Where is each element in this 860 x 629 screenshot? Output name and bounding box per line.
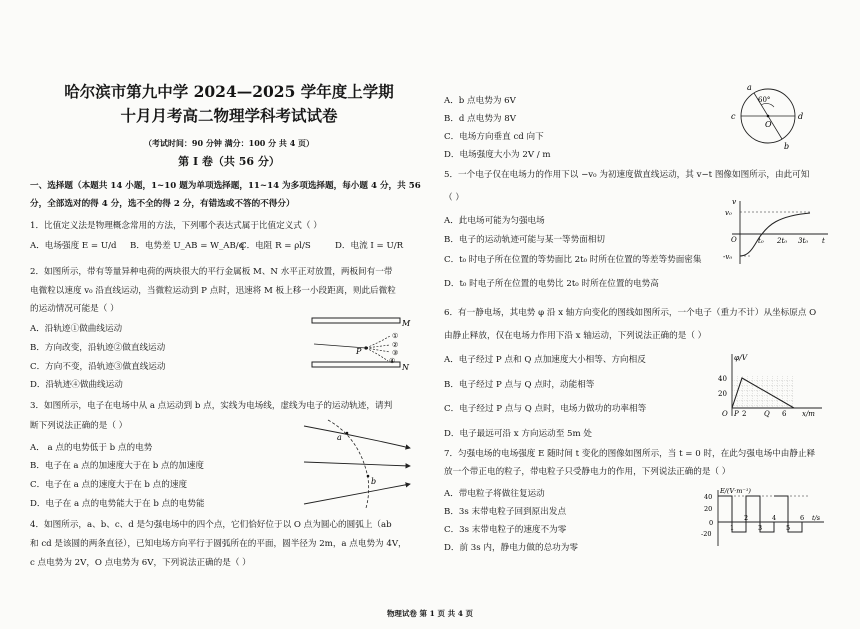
q3-option-a: A． a 点的电势低于 b 点的电势: [30, 443, 153, 453]
label-angle: 60°: [758, 96, 771, 104]
q6-figure: [712, 350, 828, 422]
vt-curve: [740, 213, 810, 256]
label-2t0: 2t₀: [777, 237, 788, 245]
label-6: 6: [800, 514, 805, 522]
label-neg20: -20: [701, 530, 712, 538]
q2-option-d: D．沿轨迹④做曲线运动: [30, 380, 123, 390]
q7-line1: 7．匀强电场的电场强度 E 随时间 t 变化的图像如图所示，当 t = 0 时，在此匀强电场中由静止释: [444, 449, 816, 459]
q1-option-a: A．电场强度 E = U/d: [30, 241, 117, 251]
label-x2: 2: [742, 410, 747, 418]
page-footer: 物理试卷 第 1 页 共 4 页: [386, 609, 474, 618]
plate-m: [312, 318, 400, 323]
label-circle-3: ③: [392, 349, 399, 357]
label-20: 20: [704, 505, 713, 513]
label-3: 3: [758, 524, 763, 532]
instructions-line1: 一、选择题（本题共 14 小题，1~10 题为单项选择题，11~14 为多项选择题，每小题 4 分，共 56: [30, 181, 421, 191]
exam-title-line1: 哈尔滨市第九中学 2024—2025 学年度上学期: [64, 82, 394, 101]
q4-line1: 4．如图所示，a、b、c、d 是匀强电场中的四个点，它们恰好位于以 O 点为圆心的圆弧上（ab: [30, 520, 392, 530]
q7-option-a: A．带电粒子将做往复运动: [444, 489, 545, 499]
q6-option-a: A．电子经过 P 点和 Q 点加速度大小相等、方向相反: [444, 355, 646, 365]
label-2: 2: [744, 514, 749, 522]
field-line-top: [304, 426, 410, 448]
q2-line3: 的运动情况可能是（ ）: [30, 304, 119, 314]
q3-option-d: D．电子在 a 点的电势能大于在 b 点的电势能: [30, 499, 205, 509]
label-t: t/s: [812, 514, 821, 522]
q2-option-c: C．方向不变，沿轨迹③做直线运动: [30, 362, 166, 372]
q2-figure: [300, 314, 412, 374]
plate-n: [312, 362, 400, 367]
label-40: 40: [718, 375, 727, 383]
label-neg-v0: -v₀: [723, 253, 733, 261]
field-line-bottom: [304, 484, 410, 504]
label-q: Q: [764, 410, 770, 418]
q7-option-b: B．3s 末带电粒子回到原出发点: [444, 507, 567, 517]
label-m: M: [402, 319, 411, 328]
exam-info: （考试时间：90 分钟 满分：100 分 共 4 页）: [143, 138, 315, 148]
label-phi: φ/V: [734, 353, 748, 362]
label-x: x/m: [802, 410, 815, 418]
q4-line3: c 点电势为 2V，O 点电势为 6V，下列说法正确的是（ ）: [30, 558, 251, 568]
instructions-line2: 分，全部选对的得 4 分，选不全的得 2 分，有错选或不答的不得分）: [30, 199, 295, 209]
q1-option-c: C．电阻 R = ρl/S: [240, 241, 311, 251]
point-a: [346, 432, 349, 435]
label-circle-1: ①: [392, 332, 399, 340]
label-v0: v₀: [725, 209, 732, 217]
q2-line2: 电微粒以速度 v₀ 沿直线运动，当微粒运动到 P 点时，迅速将 M 板上移一小段距离，则此后微粒: [30, 286, 396, 296]
label-p: P: [734, 410, 739, 418]
q3-figure: [298, 418, 414, 510]
q3-option-c: C．电子在 a 点的速度大于在 b 点的速度: [30, 480, 188, 490]
q4-option-a: A．b 点电势为 6V: [444, 96, 516, 106]
label-origin: O: [722, 410, 728, 418]
q6-option-c: C．电子经过 P 点与 Q 点时，电场力做功的功率相等: [444, 404, 647, 414]
q5-figure: [722, 198, 834, 266]
label-4: 4: [772, 514, 777, 522]
label-0: 0: [709, 519, 714, 527]
q3-line1: 3．如图所示，电子在电场中从 a 点运动到 b 点，实线为电场线，虚线为电子的运动轨迹，请判: [30, 401, 393, 411]
label-o: O: [765, 120, 772, 129]
q3-option-b: B．电子在 a 点的加速度大于在 b 点的加速度: [30, 461, 204, 471]
label-d: d: [798, 112, 804, 121]
label-20: 20: [718, 390, 727, 398]
q6-option-b: B．电子经过 P 点与 Q 点时，动能相等: [444, 380, 595, 390]
q6-option-d: D．电子最远可沿 x 方向运动至 5m 处: [444, 429, 592, 439]
q2-option-b: B．方向改变，沿轨迹②做直线运动: [30, 343, 166, 353]
q4-option-c: C．电场方向垂直 cd 向下: [444, 132, 544, 142]
label-origin: O: [731, 236, 737, 244]
label-e: E/(V·m⁻¹): [720, 487, 751, 495]
label-1: 1: [730, 524, 735, 532]
label-v: v: [732, 198, 737, 206]
q5-line2: （ ）: [444, 193, 464, 203]
q6-line1: 6．有一静电场，其电势 φ 沿 x 轴方向变化的图线如图所示，一个电子（重力不计）从坐标原点 O: [444, 308, 817, 318]
q2-option-a: A．沿轨迹①做曲线运动: [30, 324, 123, 334]
label-t: t: [822, 237, 825, 245]
label-a: a: [337, 433, 342, 442]
q2-line1: 2．如图所示，带有等量异种电荷的两块很大的平行金属板 M、N 水平正对放置，两板间有一带: [30, 267, 393, 277]
label-t0: t₀: [758, 237, 764, 245]
section-title: 第 I 卷（共 56 分）: [178, 155, 280, 168]
q6-line2: 由静止释放，仅在电场力作用下沿 x 轴运动，下列说法正确的是（ ）: [444, 331, 707, 341]
q4-option-d: D．电场强度大小为 2V / m: [444, 150, 551, 160]
label-a: a: [747, 83, 752, 92]
label-3t0: 3t₀: [798, 237, 809, 245]
q5-line1: 5．一个电子仅在电场力的作用下以 −v₀ 为初速度做直线运动，其 v−t 图像如图所示，由此可知: [444, 170, 810, 180]
q1-option-d: D．电流 I = U/R: [335, 241, 404, 251]
q1-stem: 1．比值定义法是物理概念常用的方法，下列哪个表达式属于比值定义式（ ）: [30, 221, 322, 231]
q5-option-a: A．此电场可能为匀强电场: [444, 216, 545, 226]
label-p: P: [356, 347, 362, 356]
center-o: [767, 115, 770, 118]
label-n: N: [402, 363, 409, 372]
q4-figure: [728, 78, 808, 152]
q4-line2: 和 cd 是该圆的两条直径），已知电场方向平行于圆弧所在的平面，圆半径为 2m，a 点电势为 4V，: [30, 539, 407, 549]
q5-option-c: C．t₀ 时电子所在位置的等势面比 2t₀ 时所在位置的等差等势面密集: [444, 255, 702, 265]
q5-option-d: D．t₀ 时电子所在位置的电势比 2t₀ 时所在位置的电势高: [444, 279, 659, 289]
q1-option-b: B．电势差 U_AB = W_AB/q: [130, 241, 245, 251]
label-c: c: [731, 112, 736, 121]
q7-option-d: D．前 3s 内，静电力做的总功为零: [444, 543, 578, 553]
q7-line2: 放一个带正电的粒子，带电粒子只受静电力的作用，下列说法正确的是（ ）: [444, 467, 731, 477]
label-5: 5: [786, 524, 791, 532]
q4-option-b: B．d 点电势为 8V: [444, 114, 516, 124]
label-b: b: [784, 142, 790, 151]
q7-figure: [700, 486, 830, 552]
field-line-middle: [304, 462, 410, 466]
point-b: [367, 475, 370, 478]
label-40: 40: [704, 493, 713, 501]
q3-line2: 断下列说法正确的是（ ）: [30, 421, 128, 431]
label-circle-2: ②: [392, 341, 399, 349]
label-circle-4: ④: [389, 357, 396, 365]
label-b: b: [371, 477, 377, 486]
q5-option-b: B．电子的运动轨迹可能与某一等势面相切: [444, 235, 606, 245]
exam-title-line2: 十月月考高二物理学科考试试卷: [120, 106, 338, 125]
q7-option-c: C．3s 末带电粒子的速度不为零: [444, 525, 567, 535]
label-x6: 6: [782, 410, 787, 418]
